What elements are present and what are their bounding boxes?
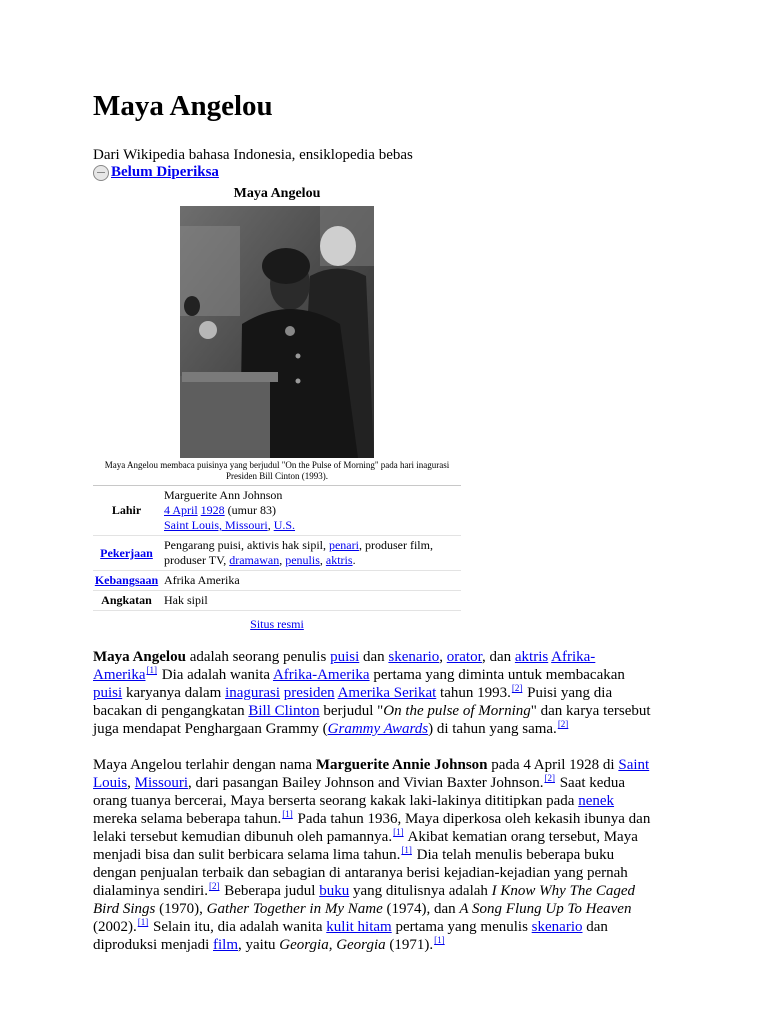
text: Akibat kematian orang tersebut, Maya menjadi bisa dan sulit berbicara selama lima tahun. — [93, 829, 638, 863]
portrait-photo — [180, 206, 374, 458]
poem-title: On the pulse of Morning — [383, 703, 531, 719]
birth-place-separator: , — [267, 518, 274, 532]
text: " dan karya tersebut juga mendapat Penghargaan Grammy ( — [93, 703, 651, 737]
grammy-awards-link[interactable]: Grammy Awards — [327, 721, 429, 737]
aktris-link[interactable]: aktris — [514, 649, 549, 665]
book-title: I Know Why The Caged Bird Sings — [93, 883, 635, 917]
birth-name-bold: Marguerite Annie Johnson — [315, 757, 488, 773]
text: (2002). — [93, 919, 137, 935]
missouri-link[interactable]: Missouri — [134, 775, 189, 791]
citation-link[interactable]: [1] — [137, 917, 149, 927]
text: , — [439, 649, 447, 665]
infobox-row-kebangsaan — [93, 571, 461, 591]
aktris-link[interactable]: aktris — [325, 553, 353, 567]
text: pada 4 April 1928 di — [487, 757, 619, 773]
occupation-text: , produser film, produser TV, — [164, 538, 433, 567]
text: karyanya dalam — [122, 685, 226, 701]
afrika-amerika-link[interactable]: Afrika-Amerika — [93, 649, 596, 683]
birth-country-link[interactable]: U.S. — [273, 518, 296, 532]
official-site-link[interactable]: Situs resmi — [250, 617, 304, 631]
lahir-value — [160, 486, 461, 535]
paragraph-biography — [93, 756, 653, 954]
occupation-text: . — [352, 553, 356, 567]
birth-year-link[interactable]: 1928 — [200, 503, 225, 517]
text: adalah seorang penulis — [185, 649, 331, 665]
infobox-row-pekerjaan — [93, 536, 461, 571]
afrika-amerika-link[interactable]: Afrika-Amerika — [272, 667, 370, 683]
kebangsaan-value: Afrika Amerika — [164, 573, 240, 587]
birth-name: Marguerite Ann Johnson — [164, 488, 283, 502]
citation-link[interactable]: [2] — [544, 773, 555, 783]
review-status-link[interactable]: Belum Diperiksa — [111, 164, 219, 180]
text: (1970), — [155, 901, 207, 917]
pekerjaan-label[interactable] — [93, 536, 160, 570]
buku-link[interactable]: buku — [319, 883, 350, 899]
dramawan-link[interactable]: dramawan — [229, 553, 280, 567]
infobox-row-lahir — [93, 486, 461, 536]
penulis-link[interactable]: penulis — [285, 553, 320, 567]
page-title: Maya Angelou — [93, 90, 273, 122]
infobox-row-angkatan — [93, 591, 461, 611]
text: dan diproduksi menjadi — [93, 919, 608, 953]
birth-date — [164, 503, 457, 518]
skenario-link[interactable]: skenario — [388, 649, 440, 665]
photo-caption: Maya Angelou membaca puisinya yang berjudul "On the Pulse of Morning" pada hari inagurasi Presiden Bill Cinton (1993). — [93, 460, 461, 486]
saint-louis-link[interactable]: Saint Louis — [93, 757, 650, 791]
amerika-serikat-link[interactable]: Amerika Serikat — [337, 685, 437, 701]
citation[interactable] — [137, 917, 150, 927]
citation[interactable] — [145, 665, 158, 675]
film-title: Georgia, Georgia — [279, 937, 386, 953]
penari-link[interactable]: penari — [328, 538, 359, 552]
citation[interactable] — [543, 773, 556, 783]
text: pertama yang menulis — [391, 919, 532, 935]
citation-link[interactable]: [2] — [557, 719, 569, 729]
lahir-label: Lahir — [111, 503, 142, 517]
text: dan — [359, 649, 389, 665]
nenek-link[interactable]: nenek — [578, 793, 615, 809]
citation[interactable] — [281, 809, 294, 819]
citation-link[interactable]: [1] — [146, 665, 157, 675]
review-status[interactable] — [93, 164, 219, 181]
puisi-link[interactable]: puisi — [330, 649, 360, 665]
citation[interactable] — [208, 881, 221, 891]
presiden-link[interactable]: presiden — [283, 685, 335, 701]
text: Saat kedua orang tuanya bercerai, Maya berserta seorang kakak laki-lakinya dititipkan pada — [93, 775, 626, 809]
occupation-text: , — [319, 553, 326, 567]
citation[interactable] — [557, 719, 570, 729]
pekerjaan-value — [160, 536, 461, 570]
birth-place-link[interactable]: Saint Louis, Missouri — [164, 518, 268, 532]
subject-name: Maya Angelou — [93, 649, 186, 665]
occupation-text: Pengarang puisi, aktivis hak sipil, — [164, 538, 329, 552]
text: Pada tahun 1936, Maya diperkosa oleh kekasih ibunya dan lelaki tersebut kemudian dibunuh oleh pamannya. — [93, 811, 651, 845]
citation-link[interactable]: [1] — [393, 827, 404, 837]
text: , yaitu — [238, 937, 280, 953]
text: Dia telah menulis beberapa buku dengan penjualan terbaik dan sebagian di antaranya berisi kejadian-kejadian yang pernah dialaminya sendiri. — [93, 847, 628, 899]
orator-link[interactable]: orator — [446, 649, 482, 665]
birth-place — [164, 518, 457, 533]
article-body — [93, 648, 653, 972]
citation-link[interactable]: [1] — [282, 809, 293, 819]
citation[interactable] — [392, 827, 405, 837]
text: tahun 1993. — [436, 685, 511, 701]
text: (1974), dan — [382, 901, 460, 917]
citation-link[interactable]: [2] — [511, 683, 523, 693]
occupation-text: , — [279, 553, 286, 567]
infobox-footer — [93, 611, 461, 632]
book-title: A Song Flung Up To Heaven — [459, 901, 632, 917]
paragraph-intro — [93, 648, 653, 738]
citation[interactable] — [433, 935, 446, 945]
text: , dari pasangan Bailey Johnson and Vivian Baxter Johnson. — [188, 775, 544, 791]
unreviewed-icon — [93, 165, 109, 181]
angkatan-label: Angkatan — [101, 593, 152, 607]
text: Dia adalah wanita — [157, 667, 273, 683]
citation[interactable] — [400, 845, 413, 855]
text: Maya Angelou terlahir dengan nama — [93, 757, 316, 773]
text: ) di tahun yang sama. — [428, 721, 557, 737]
text: (1971). — [385, 937, 434, 953]
text: Beberapa judul — [220, 883, 320, 899]
pekerjaan-label-link[interactable]: Pekerjaan — [100, 545, 153, 560]
kebangsaan-label-link[interactable]: Kebangsaan — [94, 573, 159, 587]
puisi-link[interactable]: puisi — [93, 685, 123, 701]
citation[interactable] — [511, 683, 524, 693]
skenario-link[interactable]: skenario — [531, 919, 583, 935]
text: yang ditulisnya adalah — [349, 883, 492, 899]
infobox-title: Maya Angelou — [233, 186, 321, 201]
text: mereka selama beberapa tahun. — [93, 811, 282, 827]
infobox — [93, 184, 461, 632]
age: (umur 83) — [227, 503, 276, 517]
text: , — [127, 775, 135, 791]
site-tagline: Dari Wikipedia bahasa Indonesia, ensiklopedia bebas — [93, 147, 413, 163]
text: Puisi yang dia bacakan di pengangkatan — [93, 685, 613, 719]
text: , dan — [481, 649, 515, 665]
film-link[interactable]: film — [213, 937, 238, 953]
citation-link[interactable]: [1] — [434, 935, 445, 945]
kulit-hitam-link[interactable]: kulit hitam — [326, 919, 392, 935]
inagurasi-link[interactable]: inagurasi — [225, 685, 281, 701]
book-title: Gather Together in My Name — [206, 901, 383, 917]
kebangsaan-label[interactable] — [93, 571, 160, 590]
text: Selain itu, dia adalah wanita — [149, 919, 327, 935]
portrait-photo-image — [180, 206, 374, 458]
citation-link[interactable]: [2] — [208, 881, 220, 891]
bill-clinton-link[interactable]: Bill Clinton — [248, 703, 320, 719]
text: pertama yang diminta untuk membacakan — [369, 667, 625, 683]
birth-date-link[interactable]: 4 April — [164, 503, 198, 517]
citation-link[interactable]: [1] — [401, 845, 412, 855]
angkatan-value: Hak sipil — [164, 593, 208, 607]
text: berjudul " — [319, 703, 384, 719]
